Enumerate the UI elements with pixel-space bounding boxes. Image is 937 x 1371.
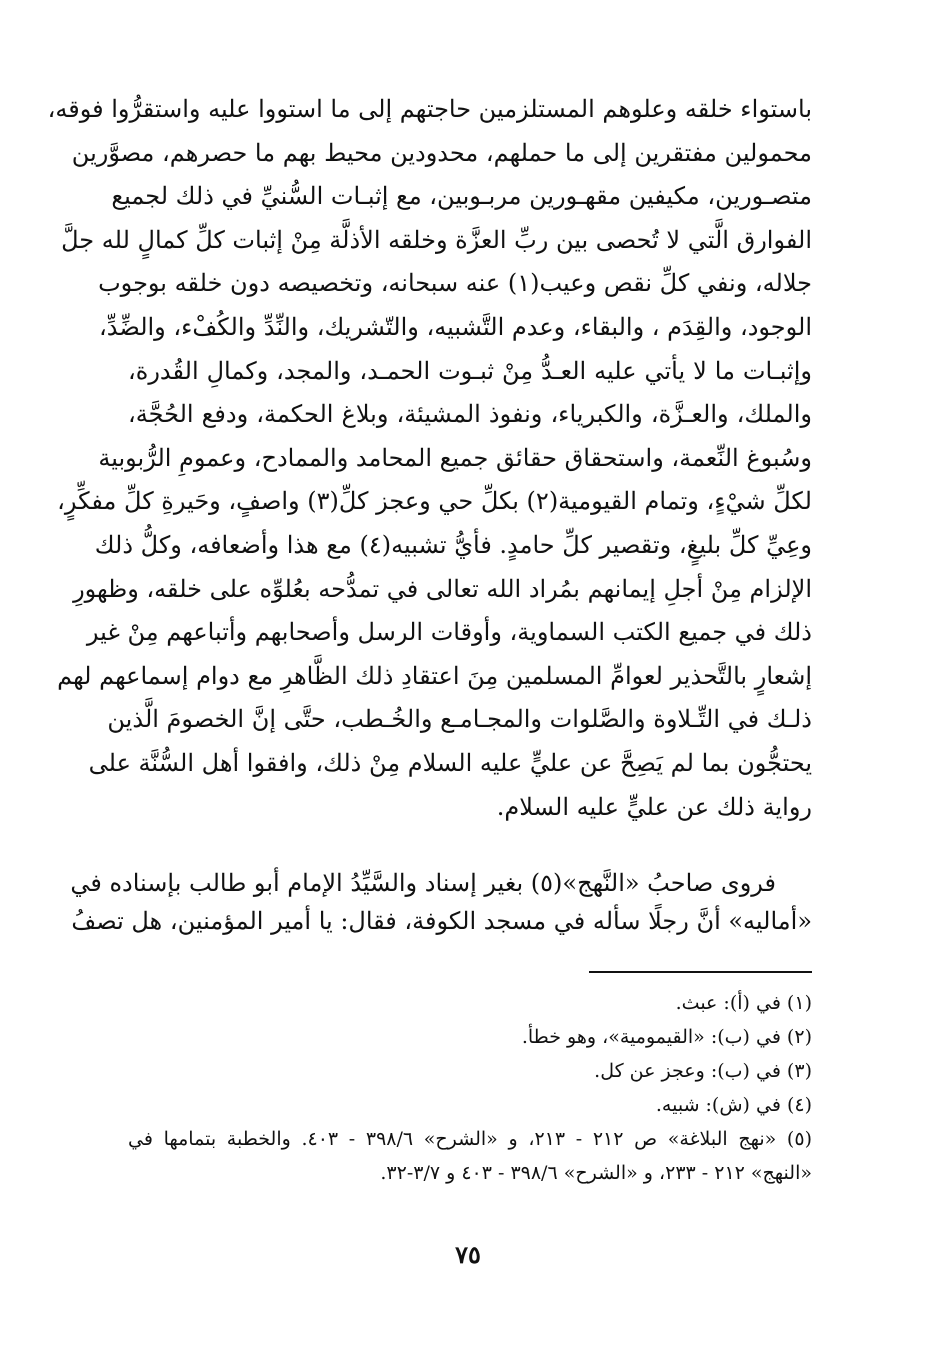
footnote: (٤) في (ش): شبيه. xyxy=(655,1094,812,1116)
text-line: ذلك في جميع الكتب السماوية، وأوقات الرسل وأصحابهم وأتباعهم مِنْ غير xyxy=(86,618,812,647)
text-line: وإثبـات ما لا يأتي عليه العـدُّ مِنْ ثبـوت الحمـد، والمجد، وكمالِ القُدرة، xyxy=(128,356,812,385)
footnote: (٥) «نهج البلاغة» ص ٢١٢ - ٢١٣، و «الشرح» ٣٩٨/٦ - ٤٠٣. والخطبة بتمامها في xyxy=(128,1128,812,1150)
second-paragraph xyxy=(70,864,812,940)
main-paragraph xyxy=(47,88,812,829)
text-line: جلاله، ونفي كلِّ نقص وعيب(١) عنه سبحانه، وتخصيصه دون خلقه بوجوب xyxy=(98,269,812,298)
text-line: ذلـك في التِّـلاوة والصَّلوات والمجـامـع والخُـطب، حتَّى إنَّ الخصومَ الَّذين xyxy=(107,705,812,734)
page-number: ٧٥ xyxy=(455,1240,481,1269)
text-line: الفوارق الَّتي لا تُحصى بين ربِّ العزَّة وخلقه الأذلَّة مِنْ إثبات كلِّ كمالٍ لله جلَّ xyxy=(61,225,812,254)
text-line: وعِيِّ كلِّ بليغٍ، وتقصير كلِّ حامدٍ. فأيُّ تشبيه(٤) مع هذا وأضعافه، وكلُّ ذلك xyxy=(94,530,812,559)
footnote: (٢) في (ب): «القيمومية»، وهو خطأ. xyxy=(521,1026,812,1048)
text-line: لكلِّ شيْءٍ، وتمام القيومية(٢) بكلِّ حي وعجز كلِّ(٣) واصفٍ، وحَيرةِ كلِّ مفكِّرٍ، xyxy=(57,487,812,516)
text-line: محمولين مفتقرين إلى ما حملهم، محدودين محيط بهم ما حصرهم، مصوَّرين xyxy=(71,138,812,167)
text-line: والملك، والعـزَّة، والكبرياء، ونفوذ المشيئة، وبلاغ الحكمة، ودفع الحُجَّة، xyxy=(128,400,812,429)
footnotes xyxy=(128,986,812,1190)
text-line: متصـورين، مكيفين مقهـورين مربـوبين، مع إثبـات السُّنيِّ في ذلك لجميع xyxy=(111,182,812,211)
text-line: الإلزام مِنْ أجلِ إيمانهم بمُراد الله تعالى في تمدُّحه بعُلوِّه على خلقه، وظهورِ xyxy=(73,574,812,603)
footnote-continuation: «النهج» ٢١٢ - ٢٣٣، و «الشرح» ٣٩٨/٦ - ٤٠٣ و ٣/٧-٣٢. xyxy=(380,1162,812,1184)
text-line: «أماليه» أنَّ رجلًا سأله في مسجد الكوفة، فقال: يا أمير المؤمنين، هل تصفُ xyxy=(71,907,812,935)
footnote-separator xyxy=(589,971,812,973)
text-line: باستواء خلقه وعلوهم المستلزمين حاجتهم إلى ما استووا عليه واستقرُّوا فوقه، xyxy=(47,95,812,123)
text-line: الوجود، والقِدَم ، والبقاء، وعدم التَّشبيه، والتّشريك، والنِّدِّ والكُفْء، والضِّدِّ، xyxy=(99,312,812,341)
footnote: (١) في (أ): عبث. xyxy=(675,992,812,1014)
footnote: (٣) في (ب): وعجز عن كل. xyxy=(594,1060,812,1082)
text-line: فروى صاحبُ «النَّهج»(٥) بغير إسناد والسَّيِّدُ الإمام أبو طالب بإسناده في xyxy=(70,869,776,897)
text-line: يحتجُّون بما لم يَصِحَّ عن عليٍّ عليه السلام مِنْ ذلك، وافقوا أهل السُّنَّة على xyxy=(88,748,812,777)
text-line: وسُبوغ النِّعمة، واستحقاق حقائق جميع المحامد والممادح، وعمومِ الرُّبوبية xyxy=(98,443,812,472)
text-line: إشعارٍ بالتَّحذير لعوامِّ المسلمين مِنَ اعتقادِ ذلك الظَّاهرِ مع دوام إسماعهم لهم xyxy=(57,661,812,690)
text-line: رواية ذلك عن عليٍّ عليه السلام. xyxy=(496,792,812,821)
